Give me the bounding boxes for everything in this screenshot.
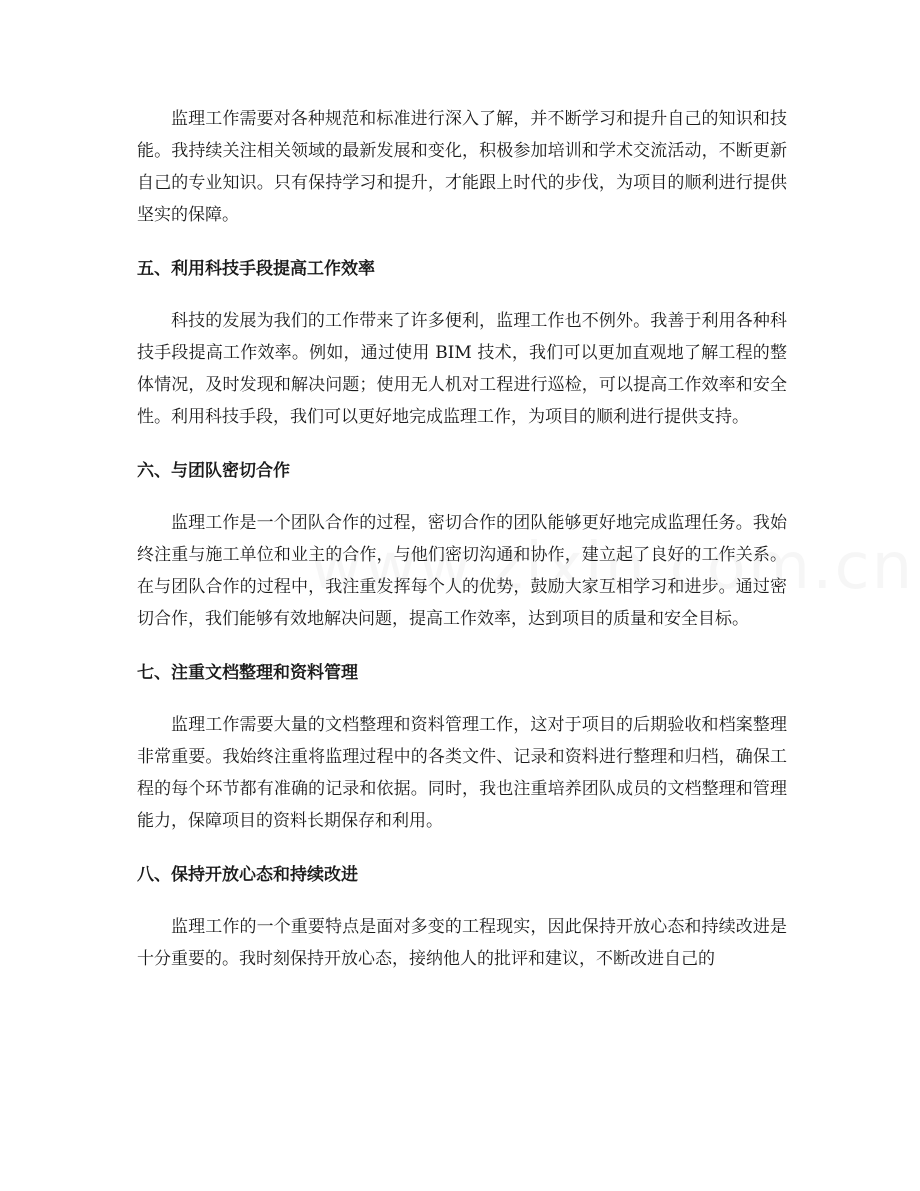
section-heading-7: 七、注重文档整理和资料管理 <box>137 663 358 683</box>
section-heading-5: 五、利用科技手段提高工作效率 <box>137 259 375 279</box>
section-paragraph-7: 监理工作需要大量的文档整理和资料管理工作，这对于项目的后期验收和档案整理非常重要。我始终注重将监理过程中的各类文件、记录和资料进行整理和归档，确保工程的每个环节都有准确的记录和依据。同时，我也注重培养团队成员的文档整理和管理能力，保障项目的资料长期保存和利用。 <box>137 715 787 831</box>
section-heading-6: 六、与团队密切合作 <box>137 461 290 481</box>
section-paragraph-6: 监理工作是一个团队合作的过程，密切合作的团队能够更好地完成监理任务。我始终注重与施工单位和业主的合作，与他们密切沟通和协作，建立起了良好的工作关系。在与团队合作的过程中，我注重发挥每个人的优势，鼓励大家互相学习和进步。通过密切合作，我们能够有效地解决问题，提高工作效率，达到项目的质量和安全目标。 <box>137 513 787 629</box>
intro-paragraph: 监理工作需要对各种规范和标准进行深入了解，并不断学习和提升自己的知识和技能。我持续关注相关领域的最新发展和变化，积极参加培训和学术交流活动，不断更新自己的专业知识。只有保持学习和提升，才能跟上时代的步伐，为项目的顺利进行提供坚实的保障。 <box>137 109 787 225</box>
section-paragraph-8: 监理工作的一个重要特点是面对多变的工程现实，因此保持开放心态和持续改进是十分重要的。我时刻保持开放心态，接纳他人的批评和建议，不断改进自己的 <box>137 917 787 969</box>
section-heading-8: 八、保持开放心态和持续改进 <box>137 865 358 885</box>
section-paragraph-5: 科技的发展为我们的工作带来了许多便利，监理工作也不例外。我善于利用各种科技手段提高工作效率。例如，通过使用 BIM 技术，我们可以更加直观地了解工程的整体情况，及时发现和解决问题；使用无人机对工程进行巡检，可以提高工作效率和安全性。利用科技手段，我们可以更好地完成监理工作，为项目的顺利进行提供支持。 <box>137 311 787 427</box>
document-body <box>137 103 787 975</box>
